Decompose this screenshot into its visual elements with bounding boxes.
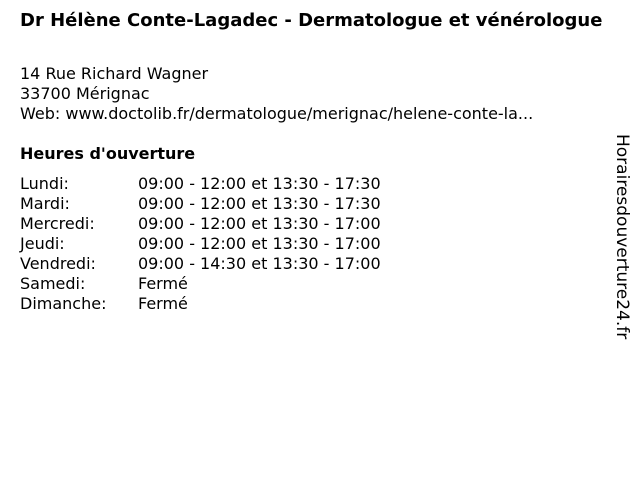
hours-row-monday [20,174,381,194]
day-label: Dimanche: [20,294,107,313]
hours-value: 09:00 - 12:00 et 13:30 - 17:00 [138,214,381,233]
opening-hours-table [20,174,381,314]
hours-row-tuesday [20,194,381,214]
hours-row-saturday [20,274,381,294]
hours-value: 09:00 - 14:30 et 13:30 - 17:00 [138,254,381,273]
day-label: Vendredi: [20,254,96,273]
website-link[interactable]: Web: www.doctolib.fr/dermatologue/merignac/helene-conte-la... [20,104,534,123]
day-label: Lundi: [20,174,69,193]
hours-value: 09:00 - 12:00 et 13:30 - 17:30 [138,174,381,193]
hours-row-sunday [20,294,381,314]
opening-hours-heading: Heures d'ouverture [20,144,196,163]
day-label: Mercredi: [20,214,95,233]
hours-value: 09:00 - 12:00 et 13:30 - 17:30 [138,194,381,213]
hours-value: Fermé [138,294,188,313]
hours-value: Fermé [138,274,188,293]
hours-row-wednesday [20,214,381,234]
city-address: 33700 Mérignac [20,84,150,103]
street-address: 14 Rue Richard Wagner [20,64,209,83]
day-label: Mardi: [20,194,70,213]
day-label: Samedi: [20,274,86,293]
business-name: Dr Hélène Conte-Lagadec - Dermatologue et vénérologue [20,10,603,31]
address-block [20,64,600,124]
site-watermark: Horairesdouverture24.fr [612,134,632,340]
hours-row-friday [20,254,381,274]
hours-value: 09:00 - 12:00 et 13:30 - 17:00 [138,234,381,253]
hours-row-thursday [20,234,381,254]
day-label: Jeudi: [20,234,65,253]
